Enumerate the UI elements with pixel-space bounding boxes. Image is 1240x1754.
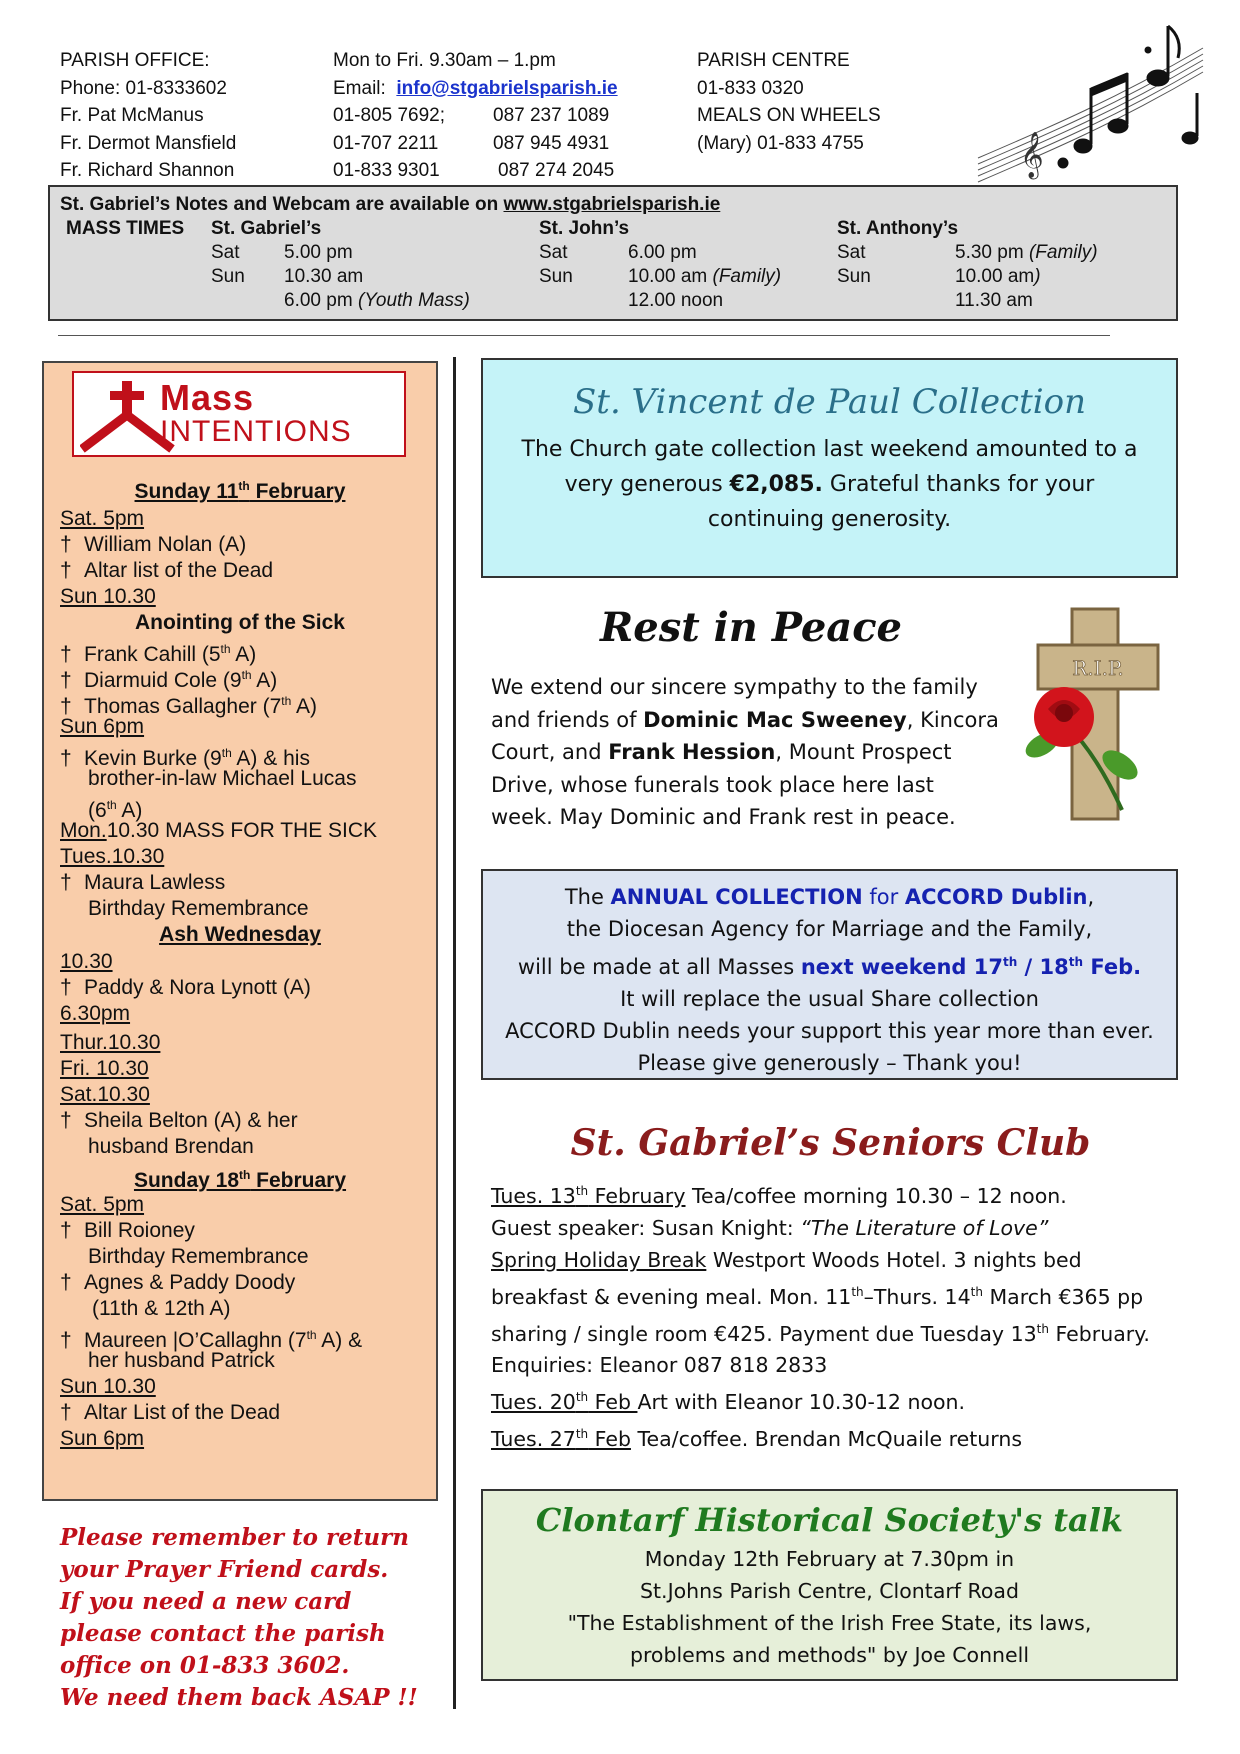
slot-tues-1030: Tues.10.30 (60, 845, 165, 868)
svp-collection-box (481, 358, 1178, 578)
event-date: Tues. 13 (491, 1183, 576, 1208)
rip-line (491, 704, 999, 737)
rip-fragment: Court, and (491, 740, 609, 764)
clontarf-line: "The Establishment of the Irish Free State, its laws, (567, 1611, 1092, 1635)
day-text: Mon. (60, 819, 107, 842)
svp-line: The Church gate collection last weekend amounted to a (521, 437, 1138, 462)
intention-text: A) & his (231, 747, 310, 770)
email-link[interactable]: info@stgabrielsparish.ie (396, 77, 618, 99)
deceased-name: Frank Hession (608, 740, 776, 764)
parish-centre-info (697, 47, 881, 157)
phone-b-2: 087 945 4931 (493, 132, 610, 154)
column-divider (453, 357, 456, 1709)
rip-line: We extend our sincere sympathy to the family (491, 675, 978, 699)
office-hours: Mon to Fri. 9.30am – 1.pm (333, 50, 556, 71)
intention-text: A) (251, 669, 278, 692)
accord-highlight: next weekend 17 (800, 954, 1003, 979)
accord-line: It will replace the usual Share collection (620, 986, 1039, 1011)
sunday-heading-11 (44, 473, 436, 505)
phone-b-3: 087 274 2045 (498, 160, 615, 181)
clontarf-title: Clontarf Historical Society's talk (535, 1501, 1124, 1539)
office-label: PARISH OFFICE: (60, 50, 210, 71)
anointing-heading: Anointing of the Sick (135, 611, 345, 634)
intention-text: (6 (88, 799, 107, 822)
church-st-gabriels: St. Gabriel’s (211, 218, 322, 239)
mass-time: 10.00 am (628, 266, 713, 287)
seniors-line (491, 1276, 1150, 1313)
mass-time: 12.00 noon (628, 290, 724, 311)
mass-time: 10.30 am (284, 266, 364, 287)
heading-text: February (250, 1169, 347, 1192)
mass-intentions-panel (42, 361, 438, 1501)
mass-time: 10.00 am (955, 266, 1035, 287)
mass-time: 5.00 pm (284, 242, 353, 263)
note-line: If you need a new card (60, 1588, 352, 1615)
day-label: Sat (539, 242, 568, 263)
priest-3: Fr. Richard Shannon (60, 160, 235, 181)
note-line: office on 01-833 3602. (60, 1652, 350, 1679)
intention-continuation: husband Brendan (88, 1135, 254, 1158)
intention-continuation: Birthday Remembrance (88, 897, 309, 920)
intention-text: A) (291, 695, 317, 718)
seniors-line (491, 1244, 1150, 1276)
ordinal-sup: th (281, 694, 292, 708)
slot-text: 10.30 MASS FOR THE SICK (106, 819, 378, 842)
rip-fragment: , Kincora (906, 707, 999, 732)
note-line: your Prayer Friend cards. (60, 1556, 389, 1583)
accord-line: ACCORD Dublin needs your support this year more than ever. (505, 1019, 1154, 1044)
rip-line: Drive, whose funerals took place here last (491, 772, 934, 797)
phone-a-2: 01-707 2211 (333, 132, 439, 154)
svg-text:𝄞: 𝄞 (1020, 132, 1044, 178)
intention-text: William Nolan (A) (84, 533, 247, 556)
office-phone: Phone: 01-8333602 (60, 77, 227, 99)
mass-times-box (48, 185, 1178, 321)
mass-note: (Family) (1028, 242, 1098, 263)
mass-intentions-logo (72, 371, 406, 457)
clontarf-line: Monday 12th February at 7.30pm in (644, 1547, 1015, 1571)
intention-item: † Maura Lawless (60, 871, 226, 894)
heading-sup: th (238, 479, 250, 493)
church-st-johns: St. John’s (539, 218, 630, 239)
mass-times-label: MASS TIMES (66, 218, 185, 239)
event-text: Tea/coffee. Brendan McQuaile returns (630, 1427, 1023, 1452)
rip-text (491, 671, 999, 834)
note-line: Please remember to return (60, 1524, 409, 1551)
svp-line (483, 467, 1176, 502)
day-label: Sun (211, 266, 245, 287)
intention-item: † Paddy & Nora Lynott (A) (60, 976, 311, 999)
phone-a-3: 01-833 9301 (333, 160, 440, 181)
event-text: Guest speaker: Susan Knight: (491, 1215, 801, 1240)
accord-line: Please give generously – Thank you! (637, 1051, 1022, 1076)
mass-time: 11.30 am (955, 290, 1033, 311)
ordinal-sup: th (221, 746, 232, 760)
mass-time: 6.00 pm (284, 290, 358, 311)
heading-text: Sunday 11 (134, 480, 239, 503)
mobile-numbers (493, 102, 614, 185)
deceased-name: Dominic Mac Sweeney (643, 707, 907, 732)
event-date: Feb (588, 1390, 638, 1415)
intention-continuation: Birthday Remembrance (88, 1245, 309, 1268)
seniors-line (491, 1381, 1150, 1418)
seniors-line (491, 1418, 1150, 1455)
meals-phone: (Mary) 01-833 4755 (697, 132, 864, 154)
note-line: please contact the parish (60, 1620, 386, 1647)
clontarf-talk-box (481, 1489, 1178, 1681)
phone-a-1: 01-805 7692; (333, 105, 445, 126)
accord-highlight: ANNUAL COLLECTION (610, 885, 863, 909)
seniors-line (491, 1212, 1150, 1244)
office-info (60, 47, 236, 185)
intention-item: † Altar List of the Dead (60, 1401, 281, 1424)
intention-text: Bill Roioney (84, 1219, 195, 1242)
ordinal-sup: th (1036, 1321, 1049, 1336)
event-date: Spring Holiday Break (491, 1247, 707, 1272)
event-date: Tues. 27 (491, 1427, 576, 1452)
rip-fragment: and friends of (491, 707, 644, 732)
music-notes-icon (968, 18, 1212, 183)
day-label: Sat (837, 242, 866, 263)
intention-item: † Thomas Gallagher (7th A) (60, 694, 317, 718)
event-text: March €365 pp (982, 1284, 1144, 1309)
intention-item: † Frank Cahill (5th A) (60, 642, 257, 666)
intention-item: † Bill Roioney (60, 1219, 195, 1242)
ordinal-sup: th (1068, 954, 1084, 969)
event-text: sharing / single room €425. Payment due Tuesday 13 (491, 1321, 1037, 1346)
ordinal-sup: th (851, 1284, 864, 1299)
intention-continuation: her husband Patrick (88, 1349, 275, 1372)
slot-sun-1030: Sun 10.30 (60, 585, 156, 608)
intention-text: Thomas Gallagher (7 (84, 695, 282, 718)
sunday-heading-18 (44, 1162, 436, 1194)
intention-text: Sheila Belton (A) & her (84, 1109, 298, 1132)
accord-collection-box (481, 869, 1178, 1080)
slot-sat-5pm: Sat. 5pm (60, 507, 145, 530)
intention-text: Paddy & Nora Lynott (A) (84, 976, 311, 999)
mass-note: ) (1034, 266, 1041, 287)
rip-fragment: , Mount Prospect (775, 740, 952, 764)
event-text: Art with Eleanor 10.30-12 noon. (637, 1390, 966, 1415)
rip-cross-label: R.I.P. (1072, 656, 1124, 680)
heading-sup: th (239, 1168, 251, 1182)
intention-item: † Altar list of the Dead (60, 559, 274, 582)
mass-time: 5.30 pm (955, 242, 1029, 263)
accord-highlight: Feb. (1083, 954, 1142, 979)
intention-continuation: (11th & 12th A) (92, 1297, 231, 1320)
accord-line (483, 881, 1176, 913)
ordinal-sup: th (1002, 954, 1018, 969)
rip-line: week. May Dominic and Frank rest in peace. (491, 805, 956, 829)
logo-intentions-text: INTENTIONS (160, 415, 352, 448)
svp-text: Grateful thanks for your (822, 472, 1095, 497)
rip-title: Rest in Peace (600, 604, 902, 651)
accord-text: , (1087, 885, 1095, 909)
accord-highlight: / 18 (1017, 954, 1069, 979)
slot-sun-6pm: Sun 6pm (60, 715, 145, 738)
ordinal-sup: th (241, 668, 252, 682)
event-date: Feb (588, 1427, 631, 1452)
seniors-line (491, 1175, 1150, 1212)
slot-fri-1030: Fri. 10.30 (60, 1057, 149, 1080)
email-label: Email: (333, 77, 386, 99)
heading-text: February (249, 480, 346, 503)
clontarf-line: problems and methods" by Joe Connell (629, 1643, 1030, 1667)
intention-text: Maura Lawless (84, 871, 226, 894)
centre-phone: 01-833 0320 (697, 77, 804, 99)
centre-label: PARISH CENTRE (697, 50, 850, 71)
event-text: Westport Woods Hotel. 3 nights bed (706, 1247, 1082, 1272)
seniors-club-details (491, 1175, 1150, 1455)
mass-time: 6.00 pm (628, 242, 697, 263)
note-line: We need them back ASAP !! (60, 1684, 418, 1711)
intention-item: † William Nolan (A) (60, 533, 247, 556)
rip-cross-rose-icon (1012, 605, 1192, 825)
seniors-line: Enquiries: Eleanor 087 818 2833 (491, 1353, 828, 1378)
event-date: February (588, 1183, 686, 1208)
accord-text: for (862, 885, 905, 909)
divider-line (58, 335, 1110, 336)
website-link[interactable]: www.stgabrielsparish.ie (503, 194, 721, 215)
event-text: Tea/coffee morning 10.30 – 12 noon. (685, 1183, 1067, 1208)
seniors-club-title: St. Gabriel’s Seniors Club (570, 1122, 1091, 1164)
intention-text: Frank Cahill (5 (84, 643, 221, 666)
svp-line: continuing generosity. (707, 507, 952, 532)
svp-amount: €2,085. (729, 472, 823, 497)
svp-title: St. Vincent de Paul Collection (572, 382, 1087, 422)
intention-text: Agnes & Paddy Doody (84, 1271, 296, 1294)
accord-highlight: ACCORD Dublin (904, 885, 1088, 909)
church-st-anthonys: St. Anthony’s (837, 218, 959, 239)
event-date: Tues. 20 (491, 1390, 576, 1415)
logo-mass-text: Mass (160, 377, 255, 418)
intention-item: † Diarmuid Cole (9th A) (60, 668, 278, 692)
intention-item: † Maureen |O’Callaghn (7th A) & (60, 1328, 363, 1352)
slot-1030: 10.30 (60, 950, 113, 973)
day-label: Sun (539, 266, 573, 287)
slot-sat-5pm: Sat. 5pm (60, 1193, 145, 1216)
clontarf-line: St.Johns Parish Centre, Clontarf Road (640, 1579, 1019, 1603)
intention-item: † Kevin Burke (9th A) & his (60, 746, 310, 770)
ash-wednesday-heading: Ash Wednesday (159, 923, 321, 946)
notes-webcam-text: St. Gabriel’s Notes and Webcam are available on (60, 194, 504, 215)
slot-630pm: 6.30pm (60, 1002, 131, 1025)
event-text: breakfast & evening meal. Mon. 11 (491, 1284, 852, 1309)
intention-text: A) (116, 799, 143, 822)
heading-text: Sunday 18 (133, 1169, 239, 1192)
ordinal-sup: th (970, 1284, 983, 1299)
intention-item: † Agnes & Paddy Doody (60, 1271, 296, 1294)
event-text: February. (1048, 1321, 1150, 1346)
intention-text: Maureen |O’Callaghn (7 (84, 1329, 307, 1352)
ordinal-sup: th (575, 1184, 589, 1198)
priest-1: Fr. Pat McManus (60, 105, 204, 126)
mass-note: (Youth Mass) (357, 290, 470, 311)
slot-mon-1030 (60, 818, 377, 844)
meals-label: MEALS ON WHEELS (697, 105, 881, 126)
phone-b-1: 087 237 1089 (493, 105, 610, 126)
slot-thur-1030: Thur.10.30 (60, 1031, 161, 1054)
talk-title: “The Literature of Love” (800, 1215, 1049, 1240)
accord-text: will be made at all Masses (517, 954, 801, 979)
rip-line (491, 736, 999, 769)
mass-note: (Family) (712, 266, 782, 287)
intention-text: Kevin Burke (9 (84, 747, 222, 770)
ordinal-sup: th (306, 1328, 317, 1342)
intention-text: Altar list of the Dead (84, 559, 274, 582)
accord-line (483, 946, 1176, 983)
day-label: Sat (211, 242, 240, 263)
event-text: –Thurs. 14 (863, 1284, 971, 1309)
intention-continuation: brother-in-law Michael Lucas (88, 767, 357, 790)
slot-sat-1030: Sat.10.30 (60, 1083, 150, 1106)
svp-text: very generous (564, 472, 730, 497)
slot-sun-6pm: Sun 6pm (60, 1427, 145, 1450)
ordinal-sup: th (220, 642, 231, 656)
accord-line: the Diocesan Agency for Marriage and the Family, (566, 917, 1093, 942)
intention-text: Diarmuid Cole (9 (84, 669, 242, 692)
seniors-line (491, 1313, 1150, 1350)
intention-item: † Sheila Belton (A) & her (60, 1109, 298, 1132)
ordinal-sup: th (575, 1427, 589, 1442)
priest-2: Fr. Dermot Mansfield (60, 132, 237, 154)
intention-text: A) (230, 643, 257, 666)
intention-text: Altar List of the Dead (84, 1401, 281, 1424)
prayer-friend-note (60, 1522, 440, 1714)
accord-text: The (564, 885, 611, 909)
slot-sun-1030: Sun 10.30 (60, 1375, 156, 1398)
intention-text: A) & (316, 1329, 363, 1352)
ordinal-sup: th (575, 1390, 589, 1405)
day-label: Sun (837, 266, 871, 287)
ordinal-sup: th (106, 798, 117, 812)
